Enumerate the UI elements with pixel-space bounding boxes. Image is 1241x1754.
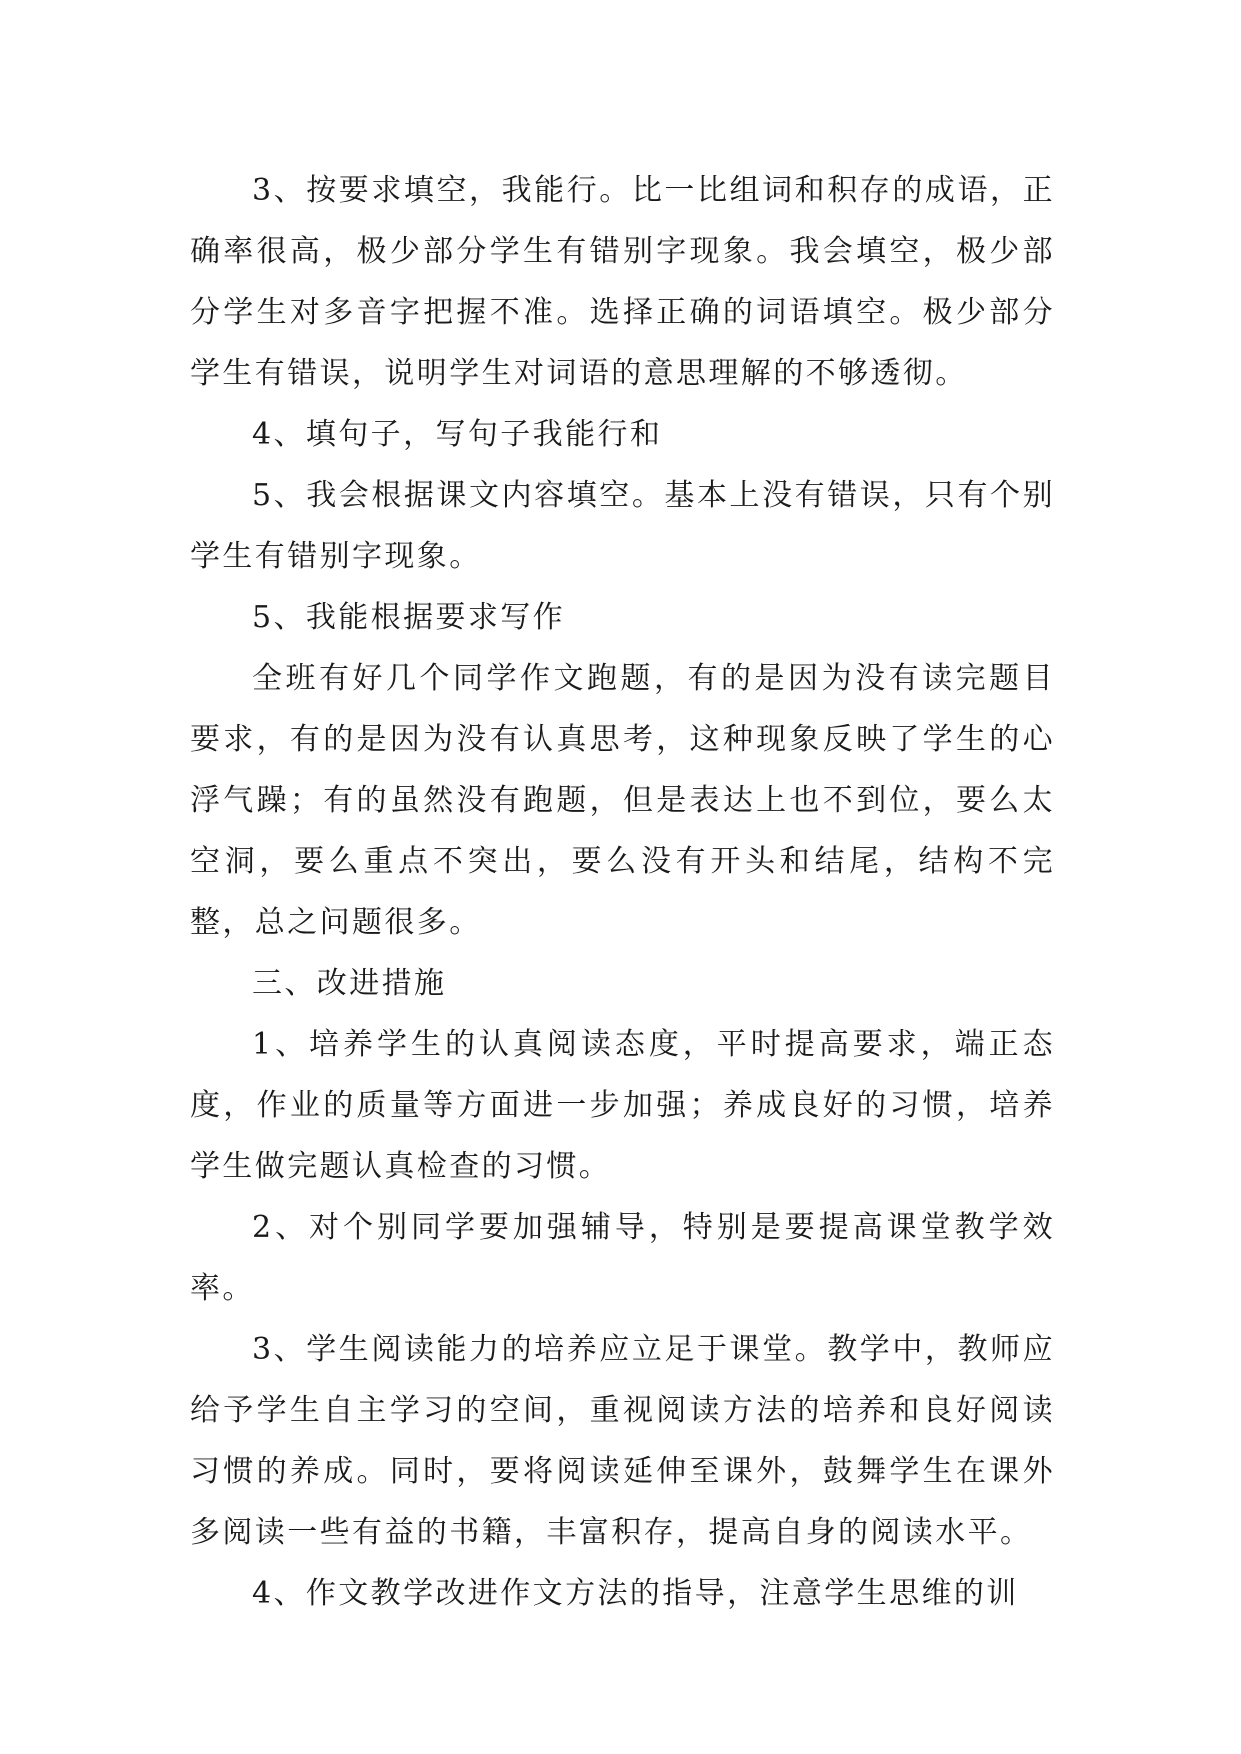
- paragraph-measure-3: 3、学生阅读能力的培养应立足于课堂。教学中，教师应给予学生自主学习的空间，重视阅读方法的培养和良好阅读习惯的养成。同时，要将阅读延伸至课外，鼓舞学生在课外多阅读一些有益的书籍，丰富积存，提高自身的阅读水平。: [190, 1332, 1055, 1550]
- document-body: [190, 160, 1055, 1624]
- paragraph-writing-heading: 5、我能根据要求写作: [252, 600, 566, 635]
- section-heading-improvements: 三、改进措施: [252, 966, 447, 1001]
- paragraph-measure-1: 1、培养学生的认真阅读态度，平时提高要求，端正态度，作业的质量等方面进一步加强；养成良好的习惯，培养学生做完题认真检查的习惯。: [190, 1027, 1055, 1184]
- paragraph-sentences: 4、填句子，写句子我能行和: [252, 417, 663, 452]
- paragraph-text-fill: 5、我会根据课文内容填空。基本上没有错误，只有个别学生有错别字现象。: [190, 478, 1055, 574]
- paragraph-writing-analysis: 全班有好几个同学作文跑题，有的是因为没有读完题目要求，有的是因为没有认真思考，这种现象反映了学生的心浮气躁；有的虽然没有跑题，但是表达上也不到位，要么太空洞，要么重点不突出，要么没有开头和结尾，结构不完整，总之问题很多。: [190, 661, 1055, 940]
- paragraph-measure-2: 2、对个别同学要加强辅导，特别是要提高课堂教学效率。: [190, 1210, 1055, 1306]
- paragraph-fill-blanks: 3、按要求填空，我能行。比一比组词和积存的成语，正确率很高，极少部分学生有错别字现象。我会填空，极少部分学生对多音字把握不准。选择正确的词语填空。极少部分学生有错误，说明学生对词语的意思理解的不够透彻。: [190, 173, 1055, 391]
- paragraph-measure-4: 4、作文教学改进作文方法的指导，注意学生思维的训: [252, 1576, 1019, 1611]
